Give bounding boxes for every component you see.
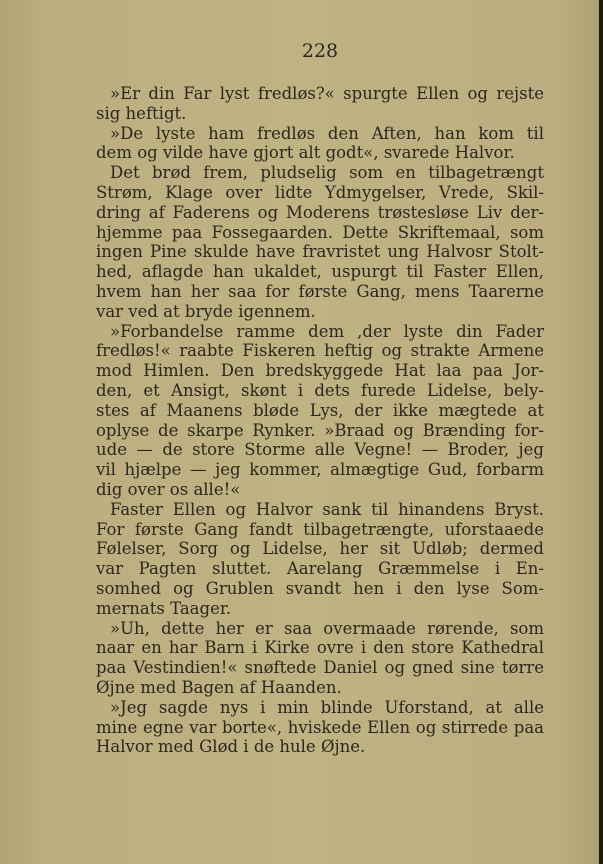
text-line: oplyse de skarpe Rynker. »Braad og Brænding for- [96, 420, 544, 440]
text-line: Følelser, Sorg og Lidelse, her sit Udløb; dermed [96, 539, 544, 559]
text-line: Øjne med Bagen af Haanden. [96, 677, 342, 697]
text-line: mine egne var borte«, hviskede Ellen og stirrede paa [96, 717, 544, 737]
text-line: Halvor med Glød i de hule Øjne. [96, 737, 366, 757]
text-line: dem og vilde have gjort alt godt«, svarede Halvor. [96, 143, 515, 163]
text-line: »Jeg sagde nys i min blinde Uforstand, at alle [110, 697, 544, 717]
text-line: hed, aflagde han ukaldet, uspurgt til Faster Ellen, [96, 262, 544, 282]
text-line: mernats Taager. [96, 598, 232, 618]
text-line: »De lyste ham fredløs den Aften, han kom til [110, 123, 544, 143]
page-edge-shadow [599, 0, 603, 864]
text-line: »Forbandelse ramme dem ,der lyste din Fader [110, 321, 544, 341]
text-line: Faster Ellen og Halvor sank til hinandens Bryst. [110, 499, 544, 519]
text-line: dring af Faderens og Moderens trøstesløse Liv der- [96, 202, 544, 222]
text-line: somhed og Grublen svandt hen i den lyse Som- [96, 578, 544, 598]
text-line: »Er din Far lyst fredløs?« spurgte Ellen og rejste [110, 84, 544, 103]
text-line: hvem han her saa for første Gang, mens Taarerne [96, 281, 544, 301]
text-line: stes af Maanens bløde Lys, der ikke mægtede at [96, 400, 544, 420]
text-line: Det brød frem, pludselig som en tilbagetrængt [110, 163, 544, 183]
text-line: hjemme paa Fossegaarden. Dette Skriftemaal, som [96, 222, 544, 242]
page-number: 228 [301, 40, 339, 62]
text-line: »Uh, dette her er saa overmaade rørende, som [110, 618, 544, 638]
text-line: paa Vestindien!« snøftede Daniel og gned sine tørre [96, 658, 544, 678]
text-line: Strøm, Klage over lidte Ydmygelser, Vrede, Skil- [96, 182, 544, 202]
text-line: ude — de store Storme alle Vegne! — Broder, jeg [96, 440, 544, 460]
text-line: den, et Ansigt, skønt i dets furede Lidelse, bely- [96, 380, 544, 400]
text-line: mod Himlen. Den bredskyggede Hat laa paa Jor- [96, 361, 544, 381]
body-text [96, 84, 544, 757]
text-line: var Pagten sluttet. Aarelang Græmmelse i En- [96, 559, 544, 579]
text-line: var ved at bryde igennem. [96, 301, 316, 321]
text-line: dig over os alle!« [96, 479, 241, 499]
text-line: vil hjælpe — jeg kommer, almægtige Gud, forbarm [96, 460, 544, 480]
text-line: ingen Pine skulde have fravristet ung Halvosr Stolt- [96, 242, 544, 262]
text-line: sig heftigt. [96, 103, 187, 123]
text-line: fredløs!« raabte Fiskeren heftig og strakte Armene [96, 341, 544, 361]
text-line: naar en har Barn i Kirke ovre i den store Kathedral [96, 638, 544, 658]
text-line: For første Gang fandt tilbagetrængte, uforstaaede [96, 519, 544, 539]
